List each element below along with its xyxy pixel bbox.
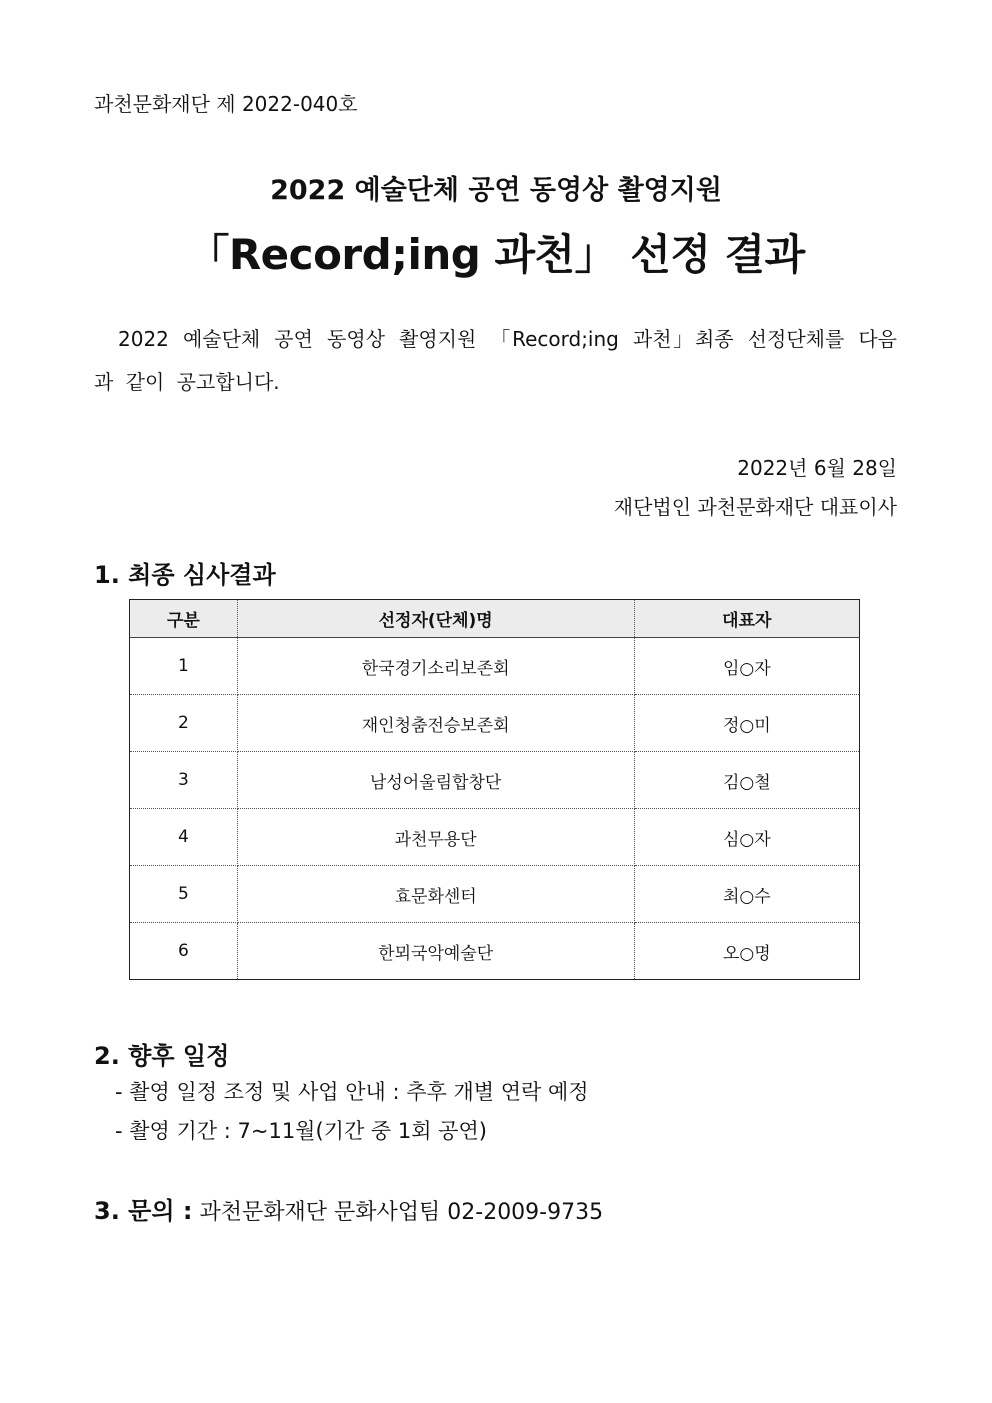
row-number: 1	[130, 638, 238, 695]
group-name: 한국경기소리보존회	[237, 638, 634, 695]
section-1-heading: 1. 최종 심사결과	[94, 561, 276, 589]
representative: 김○철	[634, 752, 859, 809]
row-number: 2	[130, 695, 238, 752]
announcement-date: 2022년 6월 28일	[737, 456, 897, 480]
group-name: 재인청춤전승보존회	[237, 695, 634, 752]
row-number: 4	[130, 809, 238, 866]
column-header-representative: 대표자	[634, 600, 859, 638]
group-name: 남성어울림합창단	[237, 752, 634, 809]
table-row	[130, 923, 860, 980]
table-row	[130, 866, 860, 923]
table-row	[130, 695, 860, 752]
results-table	[129, 599, 860, 980]
column-header-category: 구분	[130, 600, 238, 638]
contact-line	[94, 1191, 603, 1226]
row-number: 6	[130, 923, 238, 980]
table-row	[130, 638, 860, 695]
table-header-row	[130, 600, 860, 638]
contact-label: 3. 문의 :	[94, 1197, 193, 1225]
group-name: 과천무용단	[237, 809, 634, 866]
representative: 임○자	[634, 638, 859, 695]
representative: 정○미	[634, 695, 859, 752]
document-number: 과천문화재단 제 2022-040호	[94, 92, 358, 116]
row-number: 3	[130, 752, 238, 809]
schedule-item: - 촬영 일정 조정 및 사업 안내 : 추후 개별 연락 예정	[115, 1080, 589, 1104]
representative: 심○자	[634, 809, 859, 866]
title-line-1: 2022 예술단체 공연 동영상 촬영지원	[270, 175, 722, 206]
representative: 오○명	[634, 923, 859, 980]
representative: 최○수	[634, 866, 859, 923]
column-header-name: 선정자(단체)명	[237, 600, 634, 638]
section-2-heading: 2. 향후 일정	[94, 1042, 230, 1070]
title-line-2: 「Record;ing 과천」 선정 결과	[187, 230, 805, 279]
intro-paragraph: 2022 예술단체 공연 동영상 촬영지원 「Record;ing 과천」최종 선정단체를 다음과 같이 공고합니다.	[94, 327, 897, 394]
row-number: 5	[130, 866, 238, 923]
group-name: 효문화센터	[237, 866, 634, 923]
group-name: 한뫼국악예술단	[237, 923, 634, 980]
schedule-item: - 촬영 기간 : 7~11월(기간 중 1회 공연)	[115, 1119, 487, 1143]
contact-text: 과천문화재단 문화사업팀 02-2009-9735	[199, 1200, 604, 1225]
issuer: 재단법인 과천문화재단 대표이사	[613, 495, 897, 519]
table-row	[130, 809, 860, 866]
table-row	[130, 752, 860, 809]
